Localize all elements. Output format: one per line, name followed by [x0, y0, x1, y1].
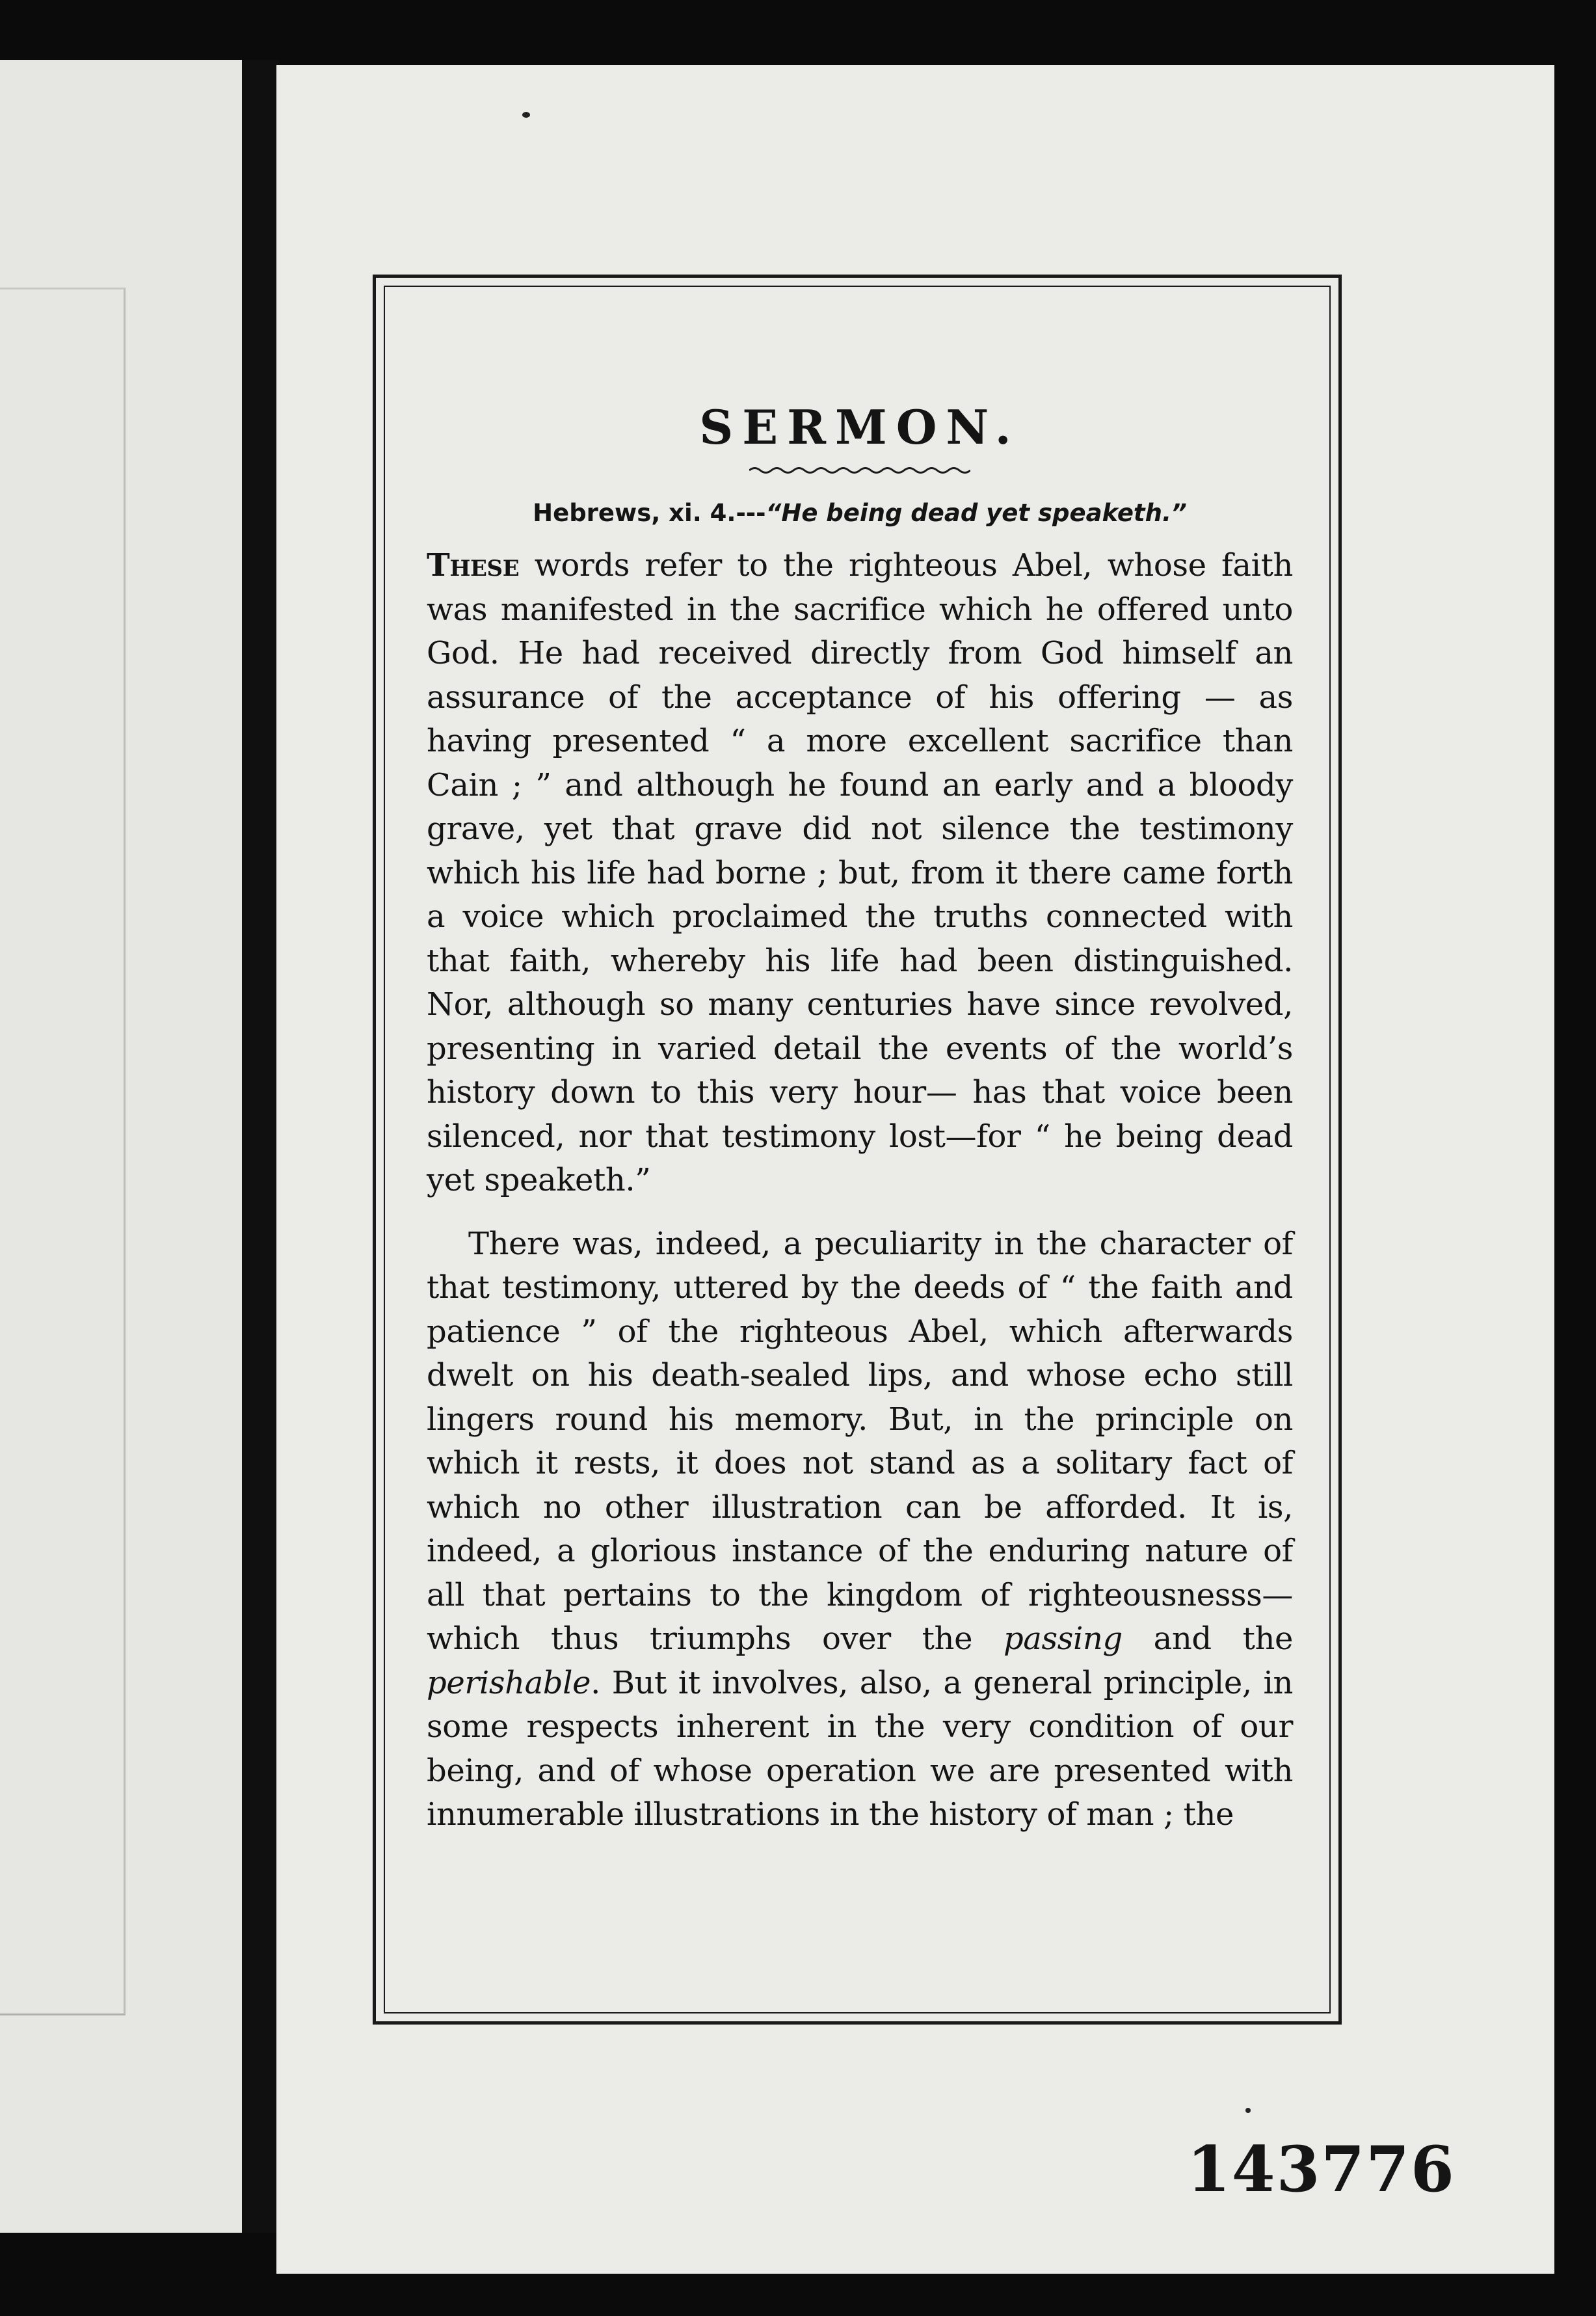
- facing-page-edge: [0, 60, 242, 2233]
- scripture-quote: “He being dead yet speaketh.”: [765, 499, 1187, 527]
- ink-speck: [1245, 2108, 1251, 2113]
- paragraph-2-part-1: There was, indeed, a peculiarity in the character of that testimony, uttered by the deeds of “ the faith and patience ” of the righteous Abel, which afterwards dwelt on his death-sealed lips, and whose echo still lingers round his memory. But, in the principle on which it rests, it does not stand as a solitary fact of which no other illustration can be afforded. It is, indeed, a glorious instance of the enduring nature of all that pertains to the kingdom of righteousnesss—which thus triumphs over the: [427, 1225, 1293, 1657]
- text-border: [373, 275, 1342, 2025]
- paragraph-1: [427, 544, 1293, 1203]
- catalog-number: 143776: [1187, 2133, 1456, 2206]
- sermon-body: [427, 399, 1294, 1837]
- paragraph-2: [427, 1222, 1293, 1837]
- wavy-rule-icon: [749, 465, 970, 476]
- paragraph-2-part-2: and the: [1153, 1621, 1294, 1657]
- scripture-epigraph: [427, 499, 1293, 527]
- paragraph-1-lead: These: [427, 547, 520, 584]
- title-ornament: [427, 465, 1293, 476]
- paragraph-2-part-3: . But it involves, also, a general principle, in some respects inherent in the very condition of our being, and of whose operation we are presented with innumerable illustrations in the history of man ; the: [427, 1664, 1293, 1833]
- paragraph-1-text: words refer to the righteous Abel, whose faith was manifested in the sacrifice which he offered unto God. He had received directly from God himself an assurance of the acceptance of his offering — as having presented “ a more excellent sacrifice than Cain ; ” and although he found an early and a bloody grave, yet that grave did not silence the testimony which his life had borne ; but, from it there came forth a voice which proclaimed the truths connected with that faith, whereby his life had been distinguished. Nor, although so many centuries have since revolved, presenting in varied detail the events of the world’s history down to this very hour— has that voice been silenced, nor that testimony lost—for “ he being dead yet speaketh.”: [427, 547, 1293, 1198]
- paragraph-2-italic-perishable: perishable: [427, 1664, 591, 1701]
- paragraph-2-italic-passing: passing: [1003, 1621, 1123, 1657]
- binding-gutter: [242, 60, 280, 2233]
- ink-speck: [522, 112, 530, 118]
- sermon-title: SERMON.: [699, 399, 1020, 455]
- text-border-inner: [384, 286, 1331, 2013]
- scripture-reference: Hebrews, xi. 4.---: [533, 499, 766, 527]
- sermon-page: [276, 65, 1554, 2274]
- facing-page-frame: [0, 288, 126, 2015]
